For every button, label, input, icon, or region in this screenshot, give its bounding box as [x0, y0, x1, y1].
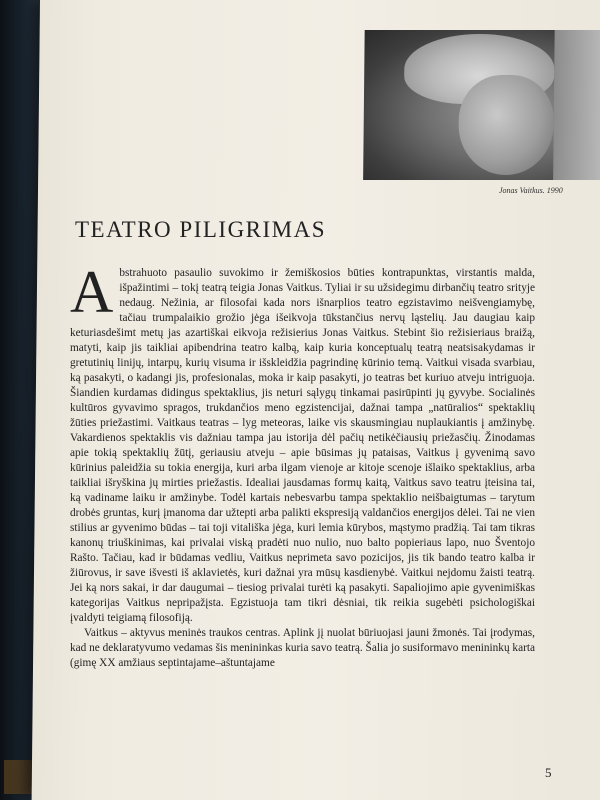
- portrait-photo: [363, 30, 600, 180]
- article-body: [70, 259, 535, 671]
- book-spine: [4, 760, 34, 794]
- page-number: 5: [545, 765, 552, 780]
- photo-caption: Jonas Vaitkus. 1990: [499, 186, 563, 195]
- photo-background: [553, 30, 600, 180]
- paragraph-2: Vaitkus – aktyvus meninės traukos centras. Aplink jį nuolat būriuojasi jauni žmonės. Tai įrodymas, kad ne deklaratyvumo vedamas šis menininkas kuria savo teatrą. Šalia jo susiformavo menininkų karta (gimę XX amžiaus septintajame–aštuntajame: [70, 627, 535, 669]
- chapter-title: TEATRO PILIGRIMAS: [75, 217, 327, 242]
- photo-face: [458, 75, 554, 175]
- paragraph-1: [70, 259, 535, 626]
- drop-cap: A: [70, 259, 114, 325]
- paragraph-1-text: bstrahuoto pasaulio suvokimo ir žemiškosios būties kontrapunktas, virstantis malda, išpažintimi – tokį teatrą teigia Jonas Vaitkus. Tyliai ir su užsidegimu dirbančių teatro srityje nedaug. Nežinia, ar filosofai kada nors išnarplios teatro egzistavimo neišvengiamybę, tačiau trumpalaikio grožio jėga išeikvoja tūkstančius nervų ląstelių. Jau daugiau kaip keturiasdešimt metų jas azartiškai eikvoja režisierius Jonas Vaitkus. Stebint šio režisieriaus braižą, matyti, kaip jis taikliai apibendrina teatro kalbą, kaip kuria konceptualų teatrą neatsisakydamas ir gretutinių linijų, intarpų, kurių visuma ir išskleidžia pagrindinę kūrinio temą. Vaitkui visada svarbiau, ką pasakyti, o kadangi jis, profesionalas, moka ir kaip pasakyti, jo teatras bet kuriuo atveju intriguoja. Šiandien kurdamas didingus spektaklius, jis neturi sąlygų tinkamai pasirūpinti jų gyvybe. Socialinės kultūros gyvavimo spragos, trukdančios meno egzistencijai, dažnai tampa „natūralios“ spektaklių žūties priežastimi. Vaitkaus teatras – lyg meteoras, laike vis skausmingiau nuplaukiantis į amžinybę. Vakardienos spektaklis vis dažniau tampa jau istorija dėl pačių netikėčiausių priežasčių. Žinodamas apie tokią spektaklių žūtį, geriausiu atveju – apie būsimas jų pataisas, Vaitkus į gyvenimą savo kūrinius paleidžia su tokia energija, kuri arba ilgam vienoje ar kitoje scenoje išlaiko spektaklius, arba taikliai išryškina jų mirties priežastis. Idealiai jausdamas formų kaitą, Vaitkus savo teatru įteisina tai, ką vadiname laiku ir amžinybe. Todėl kartais nebesvarbu tampa spektaklio neišbaigtumas – tarytum drobės gruntas, kurį įmanoma dar užtepti arba palikti ekspresiją valdančios energijos dėlei. Tai ne vien stilius ar gyvenimo būdas – tai toji vitališka jėga, kuri lemia kūrybos, mąstymo pradžią. Tai tam tikras kanonų triuškinimas, kai privalai viską pradėti nuo nulio, nuo balto popieriaus lapo, nuo Šventojo Rašto. Tačiau, kad ir būdamas vedliu, Vaitkus neprimeta savo pozicijos, jis tik bando teatro kalba ir žiūrovus, ir save išvesti iš aklavietės, kuri dažnai yra mūsų kasdienybė. Vaitkui nejdomu žaisti teatrą. Jei ką nors sakai, ir dar daugumai – tiesiog privalai turėti ką pasakyti. Sapaliojimo apie gyvenimiškas kategorijas Vaitkus nepripažįsta. Egzistuoja tam tikri dėsniai, tik reikia sugebėti psichologiškai įvaldyti teigiamą filosofiją.: [70, 267, 535, 624]
